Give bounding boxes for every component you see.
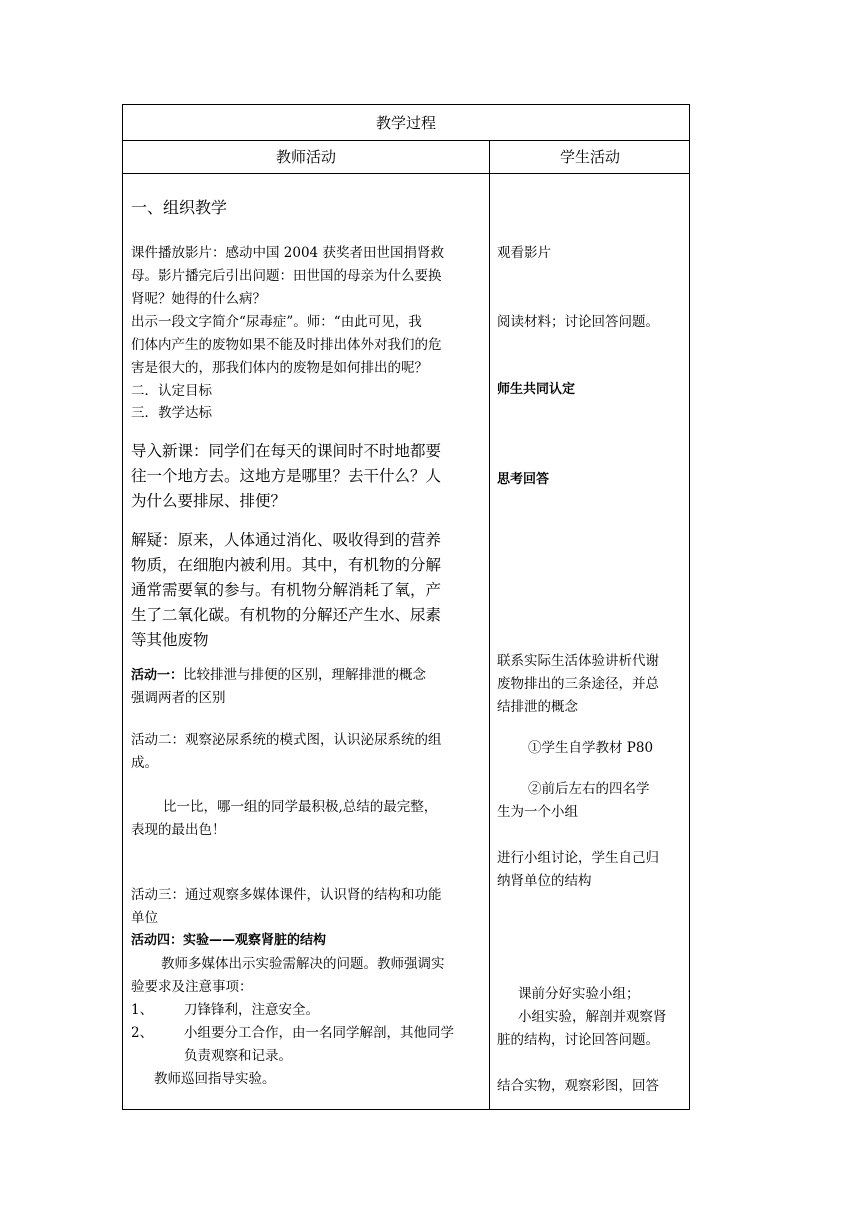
item-one-text: 刀锋锋利，注意安全。 bbox=[184, 1002, 319, 1018]
item-two-line: 负责观察和记录。 bbox=[184, 1048, 292, 1064]
compare-line: 比一比，哪一组的同学最积极,总结的最完整， bbox=[163, 799, 438, 815]
intro-line: 肾呢？她得的什么病？ bbox=[131, 291, 266, 307]
item-two-number: 2、 bbox=[131, 1025, 154, 1041]
intro-line: 母。影片播完后引出问题：田世国的母亲为什么要换 bbox=[131, 268, 442, 284]
activity-two-line: 成。 bbox=[131, 755, 158, 771]
student-confirm: 师生共同认定 bbox=[497, 382, 576, 397]
explain-line: 等其他废物 bbox=[131, 631, 209, 649]
intro-line: 害是很大的，那我们体内的废物是如何排出的呢？ bbox=[131, 360, 428, 376]
student-read: 阅读材料；讨论回答问题。 bbox=[497, 314, 659, 330]
new-lesson-line: 导入新课：同学们在每天的课间时不时地都要 bbox=[131, 442, 442, 460]
student-exp-line: 小组实验，解剖并观察肾 bbox=[518, 1009, 667, 1025]
item-two-text: 小组要分工合作，由一名同学解剖，其他同学 bbox=[184, 1025, 454, 1041]
activity-three-line: 活动三：通过观察多媒体课件，认识肾的结构和功能 bbox=[131, 887, 442, 903]
activity-four-line: 验要求及注意事项： bbox=[131, 979, 253, 995]
student-column-header: 学生活动 bbox=[559, 148, 620, 166]
student-connect-line: 结排泄的概念 bbox=[497, 699, 578, 715]
activity-four-heading: 活动四：实验——观察肾脏的结构 bbox=[131, 933, 327, 948]
intro-line: 出示一段文字简介“尿毒症”。师：“由此可见，我 bbox=[131, 314, 422, 330]
activity-one-label: 活动一： bbox=[131, 668, 184, 683]
activity-two-line: 活动二：观察泌尿系统的模式图，认识泌尿系统的组 bbox=[131, 732, 442, 748]
item-one-number: 1、 bbox=[131, 1002, 154, 1018]
section-organize: 一、组织教学 bbox=[131, 198, 228, 217]
intro-line: 们体内产生的废物如果不能及时排出体外对我们的危 bbox=[131, 337, 442, 353]
achieve-heading: 三．教学达标 bbox=[131, 405, 212, 421]
activity-one-line: 强调两者的区别 bbox=[131, 690, 226, 706]
student-group-line: ②前后左右的四名学 bbox=[528, 781, 650, 797]
explain-line: 物质，在细胞内被利用。其中，有机物的分解 bbox=[131, 556, 442, 574]
explain-line: 解疑：原来，人体通过消化、吸收得到的营养 bbox=[131, 531, 442, 549]
student-exp-line: 课前分好实验小组； bbox=[518, 986, 640, 1002]
student-discuss-line: 纳肾单位的结构 bbox=[497, 873, 592, 889]
activity-one bbox=[131, 664, 426, 687]
activity-four-line: 教师多媒体出示实验需解决的问题。教师强调实 bbox=[161, 956, 445, 972]
student-self-study: ①学生自学教材 P80 bbox=[528, 740, 654, 756]
intro-line: 课件播放影片：感动中国 2004 获奖者田世国捐肾救 bbox=[131, 245, 444, 261]
student-combine: 结合实物，观察彩图，回答 bbox=[497, 1078, 659, 1094]
patrol-line: 教师巡回指导实验。 bbox=[154, 1071, 276, 1087]
student-think: 思考回答 bbox=[497, 472, 550, 487]
activity-three-line: 单位 bbox=[131, 910, 158, 926]
column-divider bbox=[489, 141, 490, 1109]
student-watch: 观看影片 bbox=[497, 245, 551, 261]
new-lesson-line: 往一个地方去。这地方是哪里？去干什么？人 bbox=[131, 467, 442, 485]
activity-one-text: 比较排泄与排便的区别，理解排泄的概念 bbox=[183, 667, 427, 683]
student-connect-line: 联系实际生活体验讲析代谢 bbox=[497, 653, 659, 669]
new-lesson-line: 为什么要排尿、排便？ bbox=[131, 492, 287, 510]
compare-line: 表现的最出色！ bbox=[131, 822, 226, 838]
table-header-row bbox=[123, 141, 689, 174]
table-title: 教学过程 bbox=[123, 105, 689, 141]
student-exp-line: 脏的结构，讨论回答问题。 bbox=[497, 1032, 659, 1048]
explain-line: 生了二氧化碳。有机物的分解还产生水、尿素 bbox=[131, 606, 442, 624]
student-connect-line: 废物排出的三条途径，并总 bbox=[497, 676, 659, 692]
student-discuss-line: 进行小组讨论，学生自己归 bbox=[497, 850, 659, 866]
explain-line: 通常需要氧的参与。有机物分解消耗了氧，产 bbox=[131, 581, 442, 599]
student-group-line: 生为一个小组 bbox=[497, 804, 578, 820]
goal-heading: 二．认定目标 bbox=[131, 383, 212, 399]
teacher-column-header: 教师活动 bbox=[275, 148, 336, 166]
